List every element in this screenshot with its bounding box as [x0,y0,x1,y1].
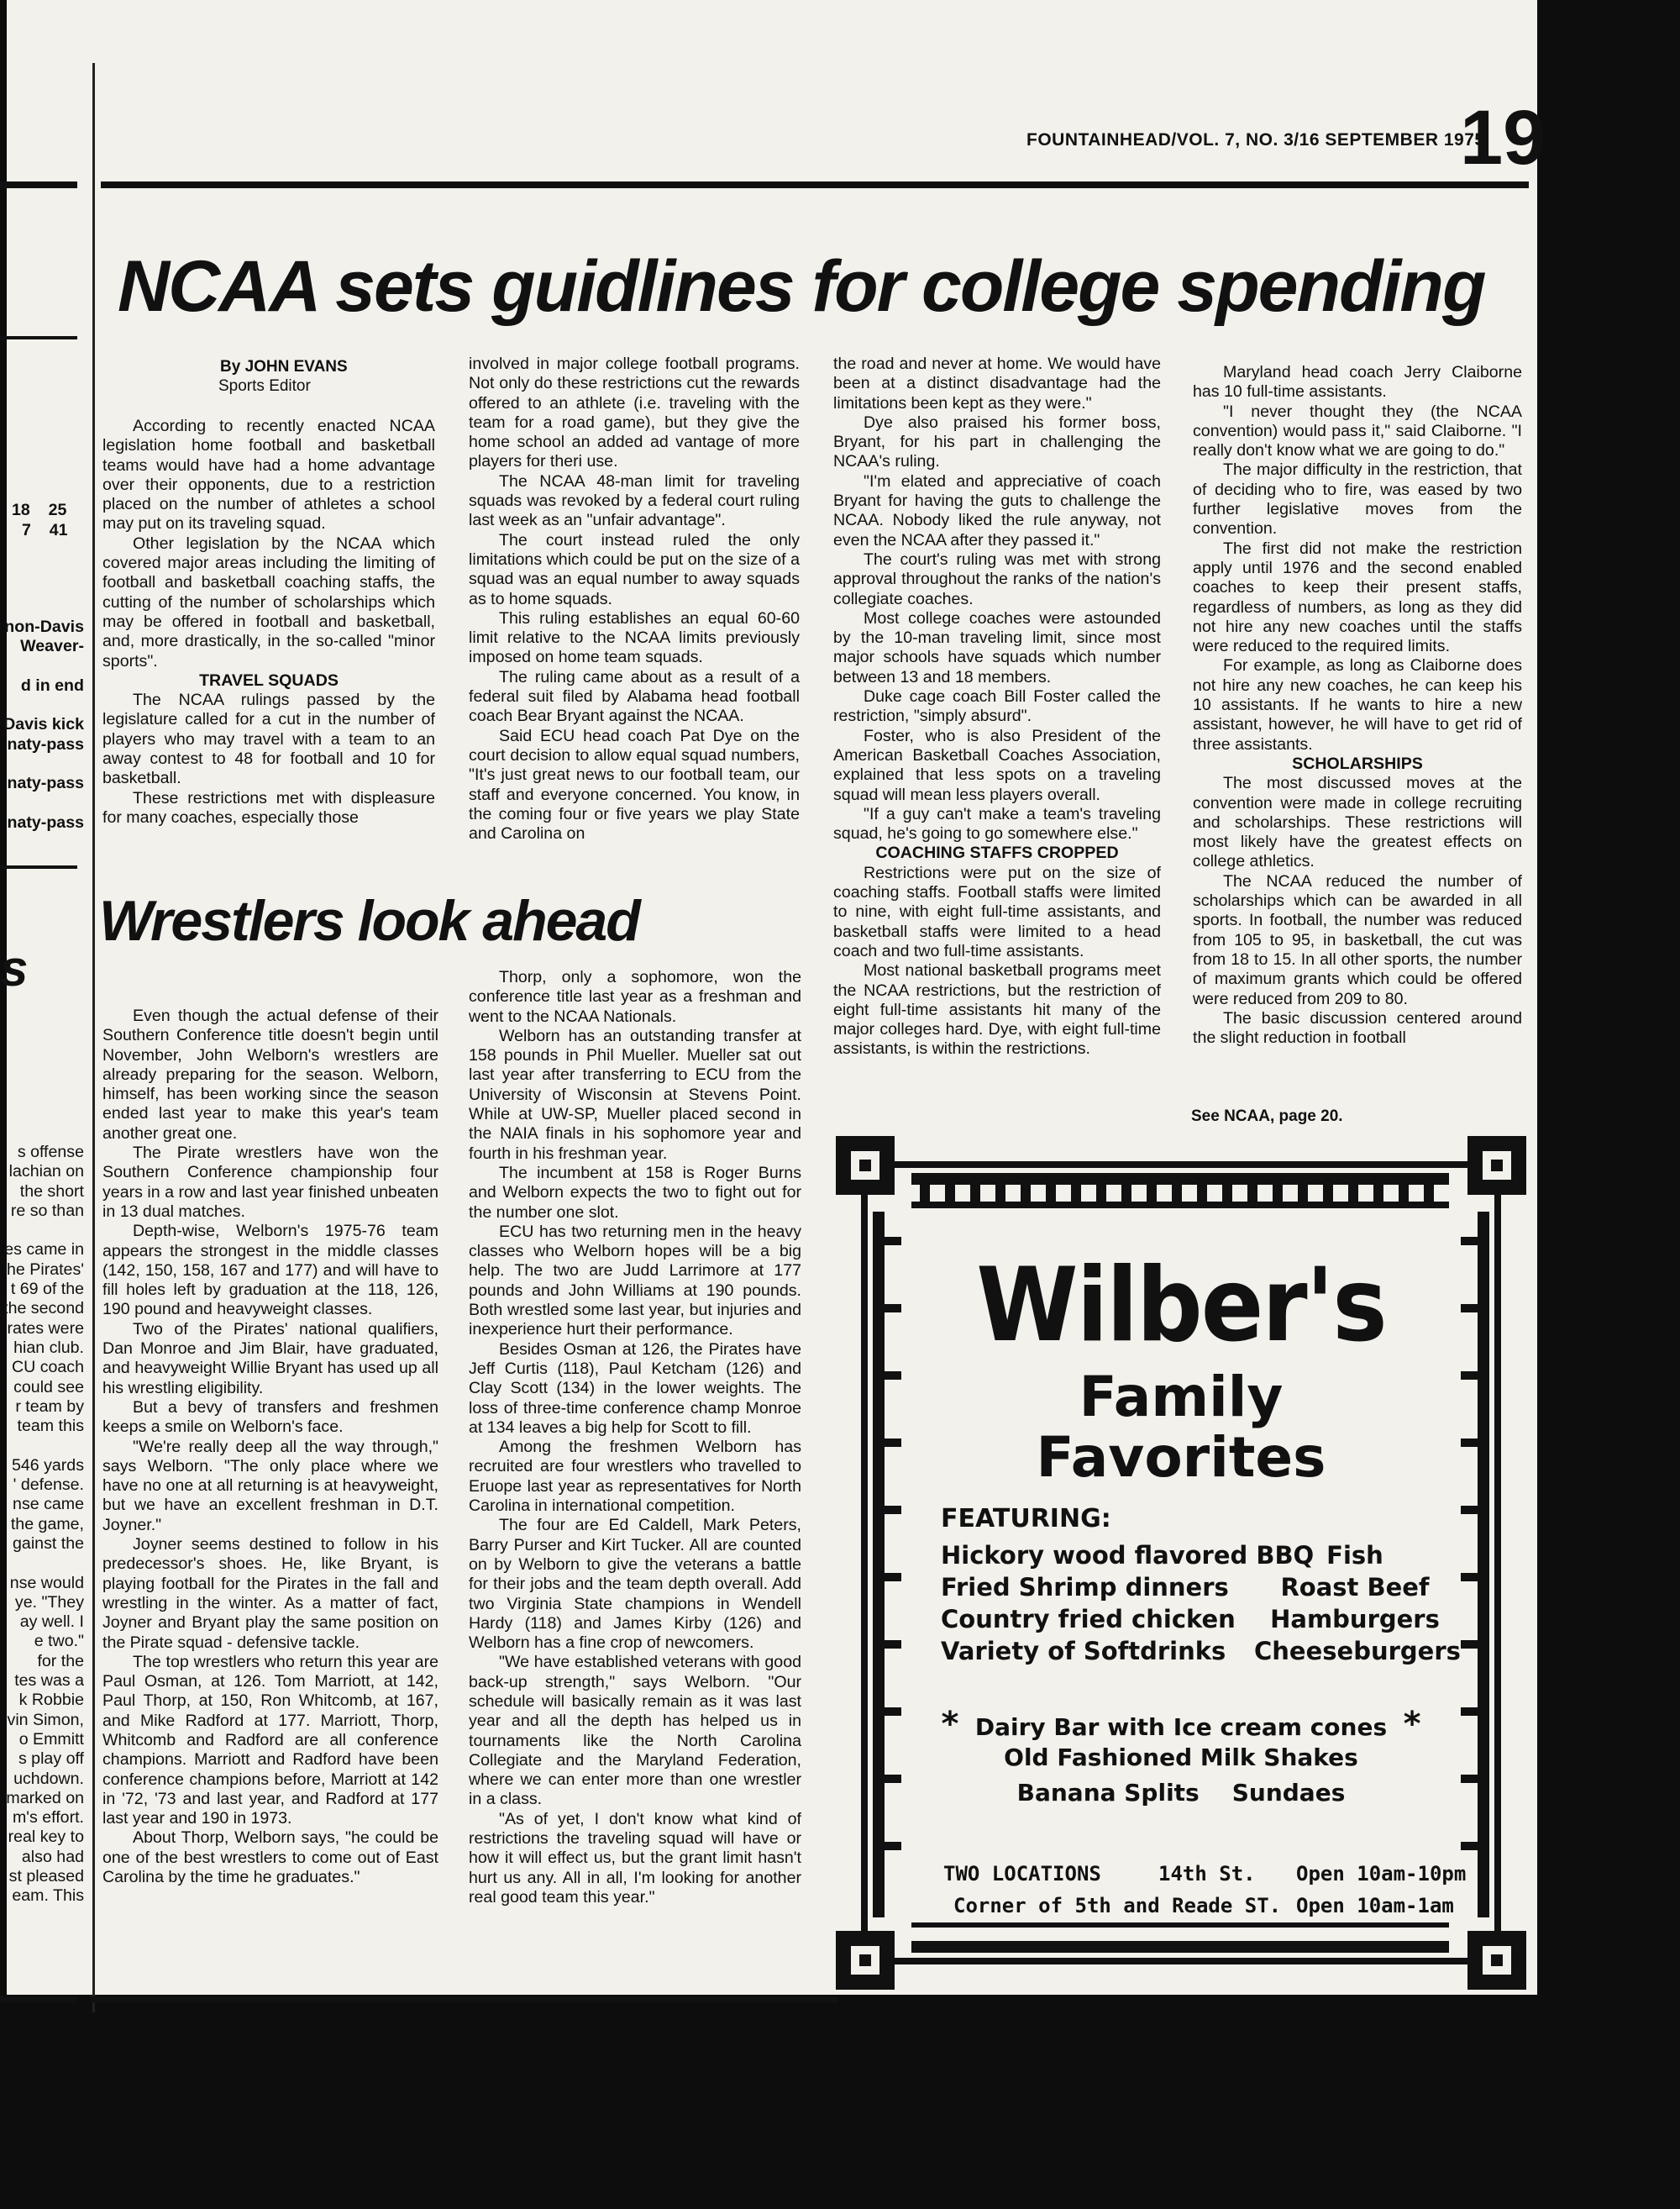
paragraph: The NCAA 48-man limit for traveling squads was revoked by a federal court ruling last week as an "unfair advantage". [469,471,800,530]
scan-border-bottom [0,1995,1680,2209]
paragraph: The most discussed moves at the convention were made in college recruiting and scholarships. These restrictions will most likely have the greatest effects on college athletics. [1193,774,1522,871]
menu-item: Hickory wood flavored BBQ [941,1541,1315,1570]
ad-brand-title: Wilber's [976,1245,1386,1365]
menu-item: Variety of Softdrinks [941,1637,1226,1665]
paragraph: According to recently enacted NCAA legislation home football and basketball teams would have had a home advantage over their opponents, due to a restriction placed on the number of athletes a school may put on its traveling squad. [102,417,435,534]
page-number: 19 [1460,95,1546,181]
paragraph: ECU has two returning men in the heavy classes who Welborn hopes will be a big help. The two are Judd Larrimore at 177 pounds and John Williams at 190 pounds. Both wrestled some last year, but injuries and inexperience hurt their performance. [469,1222,801,1339]
paragraph: The court's ruling was met with strong approval throughout the ranks of the nation's collegiate coaches. [833,550,1161,608]
paragraph: Foster, who is also President of the American Basketball Coaches Association, explained that less spots on a traveling squad will mean less players overall. [833,726,1161,804]
paragraph: Welborn has an outstanding transfer at 158 pounds in Phil Mueller. Mueller sat out last year after transferring to ECU from the University of Wisconsin at Stevens Point. While at UW-SP, Mueller placed second in the NAIA finals in his sophomore year and fourth in his freshman year. [469,1026,801,1163]
paragraph: Thorp, only a sophomore, won the conference title last year as a freshman and went to the NCAA Nationals. [469,968,801,1026]
paragraph: Said ECU head coach Pat Dye on the court decision to allow equal squad numbers, "It's just great news to our football team, our staff and everyone concerned. You know, in the coming four or five years we play State and Carolina on [469,726,800,844]
paragraph: The court instead ruled the only limitations which could be put on the size of a squad was an equal number to away squads as to home squads. [469,530,800,608]
paragraph: "As of yet, I don't know what kind of restrictions the traveling squad will have or how it will effect us, but the grant limit hasn't hurt us any. All in all, I'm looking for another real good team this year." [469,1809,801,1907]
paragraph: Restrictions were put on the size of coaching staffs. Football staffs were limited to nine, with eight full-time assistants, and basketball staffs were limited to a head coach and two full-time assistants. [833,863,1161,960]
paragraph: Joyner seems destined to follow in his predecessor's shoes. He, like Bryant, is playing football for the Pirates in the fall and wrestling in the winter. As a matter of fact, Joyner and Bryant play the same position on the Pirate squad - defensive tackle. [102,1535,438,1652]
main-article-column-2 [469,355,800,844]
wrestlers-column-1 [102,1007,438,1887]
left-top-rule [0,178,77,192]
wrestlers-headline: Wrestlers look ahead [99,889,639,953]
ad-dairy-line: * Dairy Bar with Ice cream cones * [941,1705,1421,1744]
byline-role: Sports Editor [218,377,311,395]
paragraph: "I never thought they (the NCAA convention) would pass it," said Claiborne. "I really don't know what we are going to do." [1193,402,1522,460]
jump-line: See NCAA, page 20. [1191,1107,1343,1125]
menu-item: Country fried chicken [941,1605,1236,1633]
ad-location-2-place: Corner of 5th and Reade ST. [953,1894,1282,1917]
left-edge-fragment-lower: s offense lachian on the short re so than es came in he Pirates' t 69 of the the second rates were hian club. CU coach could see r team by team this 546 yards ' defense. nse came the game, gainst the nse would ye. "They ay well. I e two." for the tes was a k Robbie vin Simon, o Emmitt s play off uchdown. marked on m's effort. real key to also had st pleased eam. This [3,1143,84,1906]
paragraph: Maryland head coach Jerry Claiborne has 10 full-time assistants. [1193,363,1522,402]
paragraph: These restrictions met with displeasure for many coaches, especially those [102,788,435,827]
wrestlers-column-2 [469,968,801,1907]
paragraph: Among the freshmen Welborn has recruited are four wrestlers who travelled to Eruope last year as representatives for North Carolina in international competition. [469,1438,801,1516]
paragraph: This ruling establishes an equal 60-60 limit relative to the NCAA limits previously imposed on home team squads. [469,608,800,667]
main-article-column-1 [102,417,435,828]
subhead-travel-squads: TRAVEL SQUADS [199,671,339,690]
paragraph: The basic discussion centered around the slight reduction in football [1193,1008,1522,1048]
bottom-rule [91,1993,838,2007]
left-divider-2 [0,865,77,869]
ad-locations-label: TWO LOCATIONS [943,1862,1101,1886]
ad-location-2-hours: Open 10am-1am [1296,1894,1454,1917]
paragraph: The Pirate wrestlers have won the Southern Conference championship four years in a row and last year finished unbeaten in 13 dual matches. [102,1144,438,1221]
left-edge-letter: s [0,940,29,997]
wilbers-advertisement [836,1136,1526,1990]
main-article-column-3 [833,355,1161,1060]
paragraph: Most college coaches were astounded by the 10-man traveling limit, since most major schools have squads which number between 13 and 18 members. [833,608,1161,686]
byline: By JOHN EVANS [220,358,348,376]
scan-border-right [1537,0,1680,2209]
menu-item: Cheeseburgers [1254,1637,1461,1665]
left-divider-1 [0,336,77,339]
paragraph: Dye also praised his former boss, Bryant, for his part in challenging the NCAA's ruling. [833,413,1161,471]
paragraph: The top wrestlers who return this year are Paul Osman, at 126. Tom Marriott, at 142, Paul Thorp, at 150, Ron Whitcomb, at 167, and Mike Radford at 177. Marriott, Thorp, Whitcomb and Radford are all conference champions. Marriott and Radford have been conference champions before, Marriott at 142 in '72, '73 and last year, and Radford at 177 last year and 190 in 1973. [102,1652,438,1828]
paragraph: "We have established veterans with good back-up strength," says Welborn. "Our schedule will basically remain as it was last year and all the depth has helped us in tournaments like the North Carolina Collegiate and the Maryland Federation, where we can enter more than one wrestler in a class. [469,1653,801,1809]
paragraph: The ruling came about as a result of a federal suit filed by Alabama head football coach Bear Bryant against the NCAA. [469,667,800,726]
paragraph: The four are Ed Caldell, Mark Peters, Barry Purser and Kirt Tucker. All are counted on by Welborn to give the veterans a battle for their jobs and the team depth overall. Add two Virginia State champions in Wendell Hardy (118) and James Kirby (126) and Welborn has a fine crop of newcomers. [469,1516,801,1653]
paragraph: The incumbent at 158 is Roger Burns and Welborn expects the two to fight out for the number one slot. [469,1163,801,1222]
paragraph: For example, as long as Claiborne does not hire any new coaches, he can keep his 10 assistants. If he wants to hire a new assistant, however, he will have to get rid of three assistants. [1193,656,1522,754]
paragraph: The NCAA reduced the number of scholarships which can be awarded in all sports. In football, the number was reduced from 105 to 95, in basketball, the cut was from 18 to 15. In all other sports, the number of maximum grants which could be offered were reduced from 209 to 80. [1193,871,1522,1008]
left-edge-fragment-top: non-Davis Weaver- d in end Davis kick naty-pass naty-pass naty-pass [3,618,84,832]
score-line: 18 25 [12,501,67,519]
paragraph: "I'm elated and appreciative of coach Bryant for having the guts to challenge the NCAA. Nobody liked the rule anyway, not even the NCAA after they passed it." [833,471,1161,550]
subhead-scholarships: SCHOLARSHIPS [1292,754,1423,773]
paragraph: "We're really deep all the way through," says Welborn. "The only place where we have no one at all returning is at heavyweight, but we have an excellent freshman in D.T. Joyner." [102,1437,438,1534]
star-icon: * [1403,1705,1421,1744]
star-icon: * [941,1705,959,1744]
ad-subtitle-family: Family [1079,1365,1284,1429]
main-headline: NCAA sets guidlines for college spending [118,246,1485,327]
main-article-column-4 [1193,363,1522,1048]
paragraph: But a bevy of transfers and freshmen keeps a smile on Welborn's face. [102,1397,438,1437]
paragraph: About Thorp, Welborn says, "he could be one of the best wrestlers to come out of East Carolina by the time he graduates." [102,1828,438,1887]
menu-item: Roast Beef [1280,1573,1430,1602]
menu-item: Hamburgers [1270,1605,1440,1633]
paragraph: The first did not make the restriction apply until 1976 and the second enabled coaches to keep their present staffs, regardless of numbers, as long as they did not hire any new coaches until the staffs were reduced to the required limits. [1193,539,1522,656]
paragraph: The major difficulty in the restriction, that of deciding who to fire, was eased by two further legislative moves from the convention. [1193,460,1522,539]
paragraph: The NCAA rulings passed by the legislature called for a cut in the number of players who may travel with a team to an away contest to 48 for football and 10 for basketball. [102,691,435,788]
ad-location-1-place: 14th St. [1158,1862,1256,1886]
paragraph: Depth-wise, Welborn's 1975-76 team appears the strongest in the middle classes (142, 150, 158, 167 and 177) and will have to fill holes left by graduation at the 118, 126, 190 pound and heavyweight classes. [102,1222,438,1319]
menu-item: Fish [1326,1541,1383,1570]
score-line: 7 41 [22,521,68,539]
paragraph: Duke cage coach Bill Foster called the restriction, "simply absurd". [833,687,1161,726]
masthead: FOUNTAINHEAD/VOL. 7, NO. 3/16 SEPTEMBER 1975 [1026,130,1485,150]
subhead-coaching-staffs: COACHING STAFFS CROPPED [875,844,1119,863]
ad-shakes-line: Old Fashioned Milk Shakes [1004,1744,1358,1771]
ad-menu-right [1254,1539,1461,1667]
paragraph: Other legislation by the NCAA which covered major areas including the limiting of football and basketball coaching staffs, the cutting of the number of scholarships which may be offered in football and basketball, and, more drastically, in the so-called "minor sports". [102,534,435,671]
paragraph: involved in major college football programs. Not only do these restrictions cut the rewards offered to an athlete (i.e. traveling with the team for a road game), but they give the home school an added ad vantage of more players for theri use. [469,355,800,471]
top-rule [101,178,1529,192]
ad-subtitle-favorites: Favorites [1036,1425,1326,1490]
paragraph: Two of the Pirates' national qualifiers, Dan Monroe and Jim Blair, have graduated, and heavyweight Willie Bryant has used up all his wrestling eligibility. [102,1319,438,1397]
ad-featuring-label: FEATURING: [941,1504,1111,1533]
paragraph: Most national basketball programs meet the NCAA restrictions, but the restriction of eight full-time assistants hit many of the major colleges hard. Dye, with eight full-time assistants, is within the restrictions. [833,961,1161,1059]
paragraph: the road and never at home. We would have been at a distinct disadvantage had the limitations been kept as they were." [833,355,1161,413]
left-bottom-rule [0,1993,77,2007]
ad-splits-line: Banana Splits Sundaes [1016,1779,1346,1807]
paragraph: Besides Osman at 126, the Pirates have Jeff Curtis (118), Paul Ketcham (126) and Clay Scott (134) in the lower weights. The loss of three-time conference champ Monroe at 134 leaves a big help for Scott to fill. [469,1339,801,1437]
menu-item: Fried Shrimp dinners [941,1573,1229,1602]
page-fold-line [92,63,95,2012]
ad-location-1-hours: Open 10am-10pm [1296,1862,1467,1886]
paragraph: "If a guy can't make a team's traveling squad, he's going to go somewhere else." [833,804,1161,844]
paragraph: Even though the actual defense of their Southern Conference title doesn't begin until November, John Welborn's wrestlers are already preparing for the season. Welborn, himself, has been working since the season ended last year to make this year's team another great one. [102,1007,438,1143]
